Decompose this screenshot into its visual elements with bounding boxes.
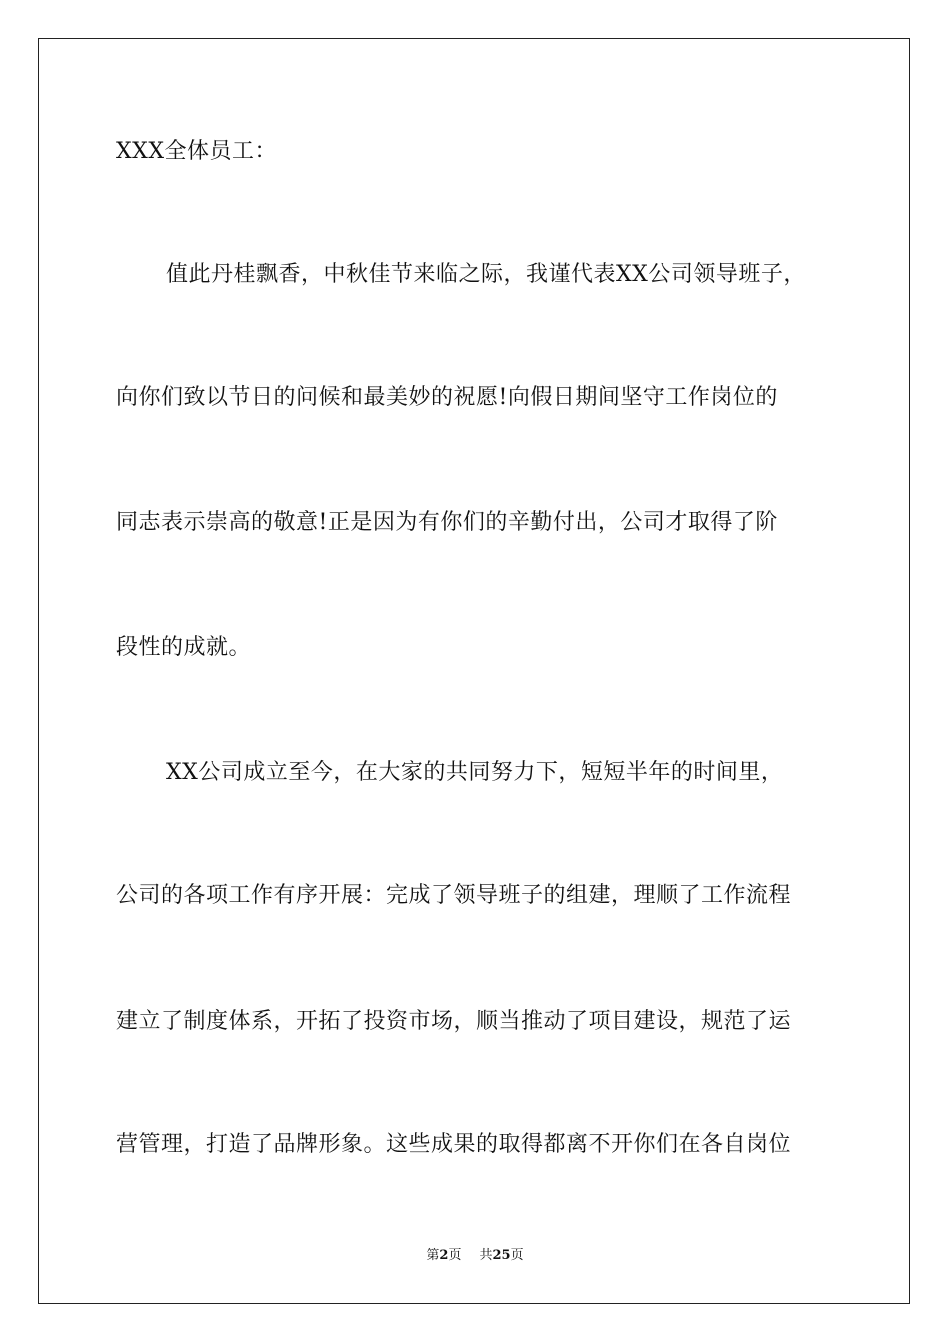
page-number: 2 [439, 1248, 449, 1263]
total-pages: 25 [492, 1248, 511, 1263]
paragraph-1-line-3: 同志表示崇高的敬意!正是因为有你们的辛勤付出，公司才取得了阶 [116, 510, 778, 535]
paragraph-1-line-2: 向你们致以节日的问候和最美妙的祝愿!向假日期间坚守工作岗位的 [116, 385, 778, 410]
page-border [38, 38, 910, 1304]
page-footer [0, 1247, 950, 1265]
page-prefix: 第 [426, 1248, 440, 1263]
salutation: XXX全体员工： [116, 139, 277, 164]
total-suffix: 页 [510, 1248, 524, 1263]
paragraph-1-line-4: 段性的成就。 [116, 635, 252, 660]
paragraph-2-line-1: XX公司成立至今，在大家的共同努力下，短短半年的时间里， [166, 760, 784, 785]
page-suffix: 页 [448, 1248, 462, 1263]
paragraph-2-line-3: 建立了制度体系，开拓了投资市场，顺当推动了项目建设，规范了运 [116, 1009, 792, 1034]
paragraph-2-line-2: 公司的各项工作有序开展：完成了领导班子的组建，理顺了工作流程 [116, 883, 792, 908]
paragraph-1-line-1: 值此丹桂飘香，中秋佳节来临之际，我谨代表XX公司领导班子， [166, 262, 806, 287]
paragraph-2-line-4: 营管理，打造了品牌形象。这些成果的取得都离不开你们在各自岗位 [116, 1132, 792, 1157]
total-prefix: 共 [479, 1248, 493, 1263]
